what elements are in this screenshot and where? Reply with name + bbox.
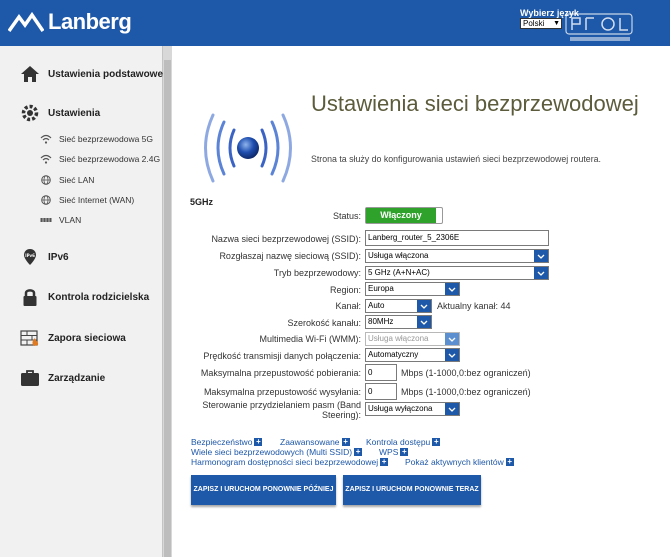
sidebar-item-label: Sieć bezprzewodowa 2.4G — [59, 154, 161, 164]
chevron-down-icon — [445, 333, 459, 345]
watermark-icon — [562, 8, 638, 46]
chevron-down-icon — [534, 267, 548, 279]
chevron-down-icon — [445, 403, 459, 415]
chevron-down-icon — [534, 250, 548, 262]
sidebar-item-label: VLAN — [59, 215, 82, 225]
sidebar-item-label: IPv6 — [48, 251, 69, 263]
sidebar-item-label: Ustawienia podstawowe — [48, 68, 164, 80]
band-steering-select[interactable] — [365, 402, 460, 416]
broadcast-select[interactable] — [365, 249, 549, 263]
link-label: Pokaż aktywnych klientów — [405, 457, 504, 467]
ssid-input[interactable] — [365, 230, 549, 246]
channel-width-label: Szerokość kanału: — [287, 318, 361, 328]
max-upload-label: Maksymalna przepustowość wysyłania: — [203, 387, 361, 397]
page-description: Strona ta służy do konfigurowania ustawień sieci bezprzewodowej routera. — [311, 154, 601, 164]
rate-label: Prędkość transmisji danych połączenia: — [203, 351, 361, 361]
region-value: Europa — [368, 284, 394, 293]
plus-icon: + — [256, 437, 261, 446]
channel-value: Auto — [368, 301, 385, 310]
channel-select[interactable] — [365, 299, 432, 313]
chevron-down-icon — [417, 300, 431, 312]
channel-label: Kanał: — [335, 301, 361, 311]
save-restart-now-button[interactable]: ZAPISZ I URUCHOM PONOWNIE TERAZ — [343, 475, 481, 505]
plus-icon: + — [355, 447, 361, 456]
status-toggle[interactable] — [365, 207, 443, 224]
sidebar-item-basic-settings[interactable] — [20, 64, 163, 84]
link-label: Kontrola dostępu — [366, 437, 431, 447]
chevron-down-icon — [445, 283, 459, 295]
status-toggle-value: Włączony — [366, 208, 436, 223]
logo-text: Lanberg — [48, 9, 132, 34]
language-label: Wybierz język — [520, 8, 579, 18]
save-restart-later-button[interactable]: ZAPISZ I URUCHOM PONOWNIE PÓŹNIEJ — [191, 475, 336, 505]
plus-icon: + — [507, 457, 513, 466]
link-advanced[interactable] — [280, 437, 350, 447]
rate-value: Automatyczny — [368, 350, 419, 359]
sidebar-item-wifi-5g[interactable] — [40, 134, 153, 144]
globe-icon — [40, 175, 52, 185]
mode-label: Tryb bezprzewodowy: — [273, 268, 361, 278]
link-label: Harmonogram dostępności sieci bezprzewodowej — [191, 457, 379, 467]
link-security[interactable] — [191, 437, 262, 447]
svg-text:IPv6: IPv6 — [25, 253, 35, 258]
lanberg-logo[interactable] — [8, 8, 131, 36]
wmm-label: Multimedia Wi-Fi (WMM): — [259, 334, 361, 344]
link-wps[interactable] — [379, 447, 408, 457]
ssid-value: Lanberg_router_5_2306E — [368, 233, 460, 242]
broadcast-value: Usługa włączona — [368, 251, 429, 260]
link-schedule[interactable] — [191, 457, 388, 467]
plus-icon: + — [343, 437, 348, 446]
region-label: Region: — [329, 285, 361, 295]
top-header — [0, 0, 670, 46]
wmm-select[interactable] — [365, 332, 460, 346]
sidebar-item-label: Sieć bezprzewodowa 5G — [59, 134, 154, 144]
language-select[interactable] — [520, 18, 562, 29]
rate-select[interactable] — [365, 348, 460, 362]
page-title: Ustawienia sieci bezprzewodowej — [311, 91, 639, 116]
language-value: Polski — [523, 19, 545, 28]
sidebar-item-label: Ustawienia — [48, 107, 101, 119]
chevron-down-icon: ▼ — [553, 20, 560, 27]
max-upload-input[interactable] — [365, 383, 397, 400]
sidebar-item-settings[interactable] — [20, 103, 100, 123]
link-multi-ssid[interactable] — [191, 447, 362, 457]
plus-icon: + — [381, 457, 387, 466]
link-label: Wiele sieci bezprzewodowych (Multi SSID) — [191, 447, 353, 457]
region-select[interactable] — [365, 282, 460, 296]
max-download-unit: Mbps (1-1000,0:bez ograniczeń) — [401, 368, 531, 378]
plus-icon: + — [433, 437, 439, 446]
wmm-value: Usługa włączona — [368, 334, 429, 343]
max-download-input[interactable] — [365, 364, 397, 381]
link-access-control[interactable] — [366, 437, 440, 447]
channel-width-select[interactable] — [365, 315, 432, 329]
sidebar-item-label: Sieć LAN — [59, 175, 95, 185]
band-label: 5GHz — [190, 197, 214, 207]
mode-select[interactable] — [365, 266, 549, 280]
mode-value: 5 GHz (A+N+AC) — [368, 268, 430, 277]
home-icon — [20, 64, 40, 84]
plus-icon: + — [402, 447, 407, 456]
sidebar-item-wan[interactable] — [40, 195, 134, 205]
status-label: Status: — [332, 211, 361, 221]
max-download-label: Maksymalna przepustowość pobierania: — [200, 368, 361, 378]
max-upload-unit: Mbps (1-1000,0:bez ograniczeń) — [401, 387, 531, 397]
link-label: Bezpieczeństwo — [191, 437, 253, 447]
band-steering-label-line2: Steering): — [321, 410, 361, 420]
sidebar-item-lan[interactable] — [40, 175, 94, 185]
chevron-down-icon — [445, 349, 459, 361]
link-label: WPS — [379, 447, 399, 457]
current-channel-text: Aktualny kanał: 44 — [437, 301, 511, 311]
wifi-icon — [40, 134, 52, 144]
band-steering-value: Usługa wyłączona — [368, 404, 433, 413]
broadcast-label: Rozgłaszaj nazwę sieciową (SSID): — [219, 251, 361, 261]
max-upload-value: 0 — [368, 387, 373, 396]
ssid-label: Nazwa sieci bezprzewodowej (SSID): — [211, 234, 361, 244]
globe-icon — [40, 195, 52, 205]
sidebar-item-label: Sieć Internet (WAN) — [59, 195, 135, 205]
chevron-down-icon — [417, 316, 431, 328]
gear-icon — [20, 103, 40, 123]
sidebar-item-label: Zarządzanie — [48, 372, 106, 384]
wifi-icon — [40, 154, 52, 164]
sidebar-item-wifi-24g[interactable] — [40, 154, 160, 164]
band-steering-label-line1: Sterowanie przydzielaniem pasm (Band — [202, 400, 361, 410]
sidebar-item-label: Zapora sieciowa — [48, 332, 126, 344]
wifi-signal-icon — [196, 112, 300, 184]
link-label: Zaawansowane — [280, 437, 340, 447]
mountain-logo-icon — [8, 11, 44, 33]
link-active-clients[interactable] — [405, 457, 514, 467]
channel-width-value: 80MHz — [368, 317, 394, 326]
max-download-value: 0 — [368, 368, 373, 377]
sidebar-item-label: Kontrola rodzicielska — [48, 291, 150, 303]
